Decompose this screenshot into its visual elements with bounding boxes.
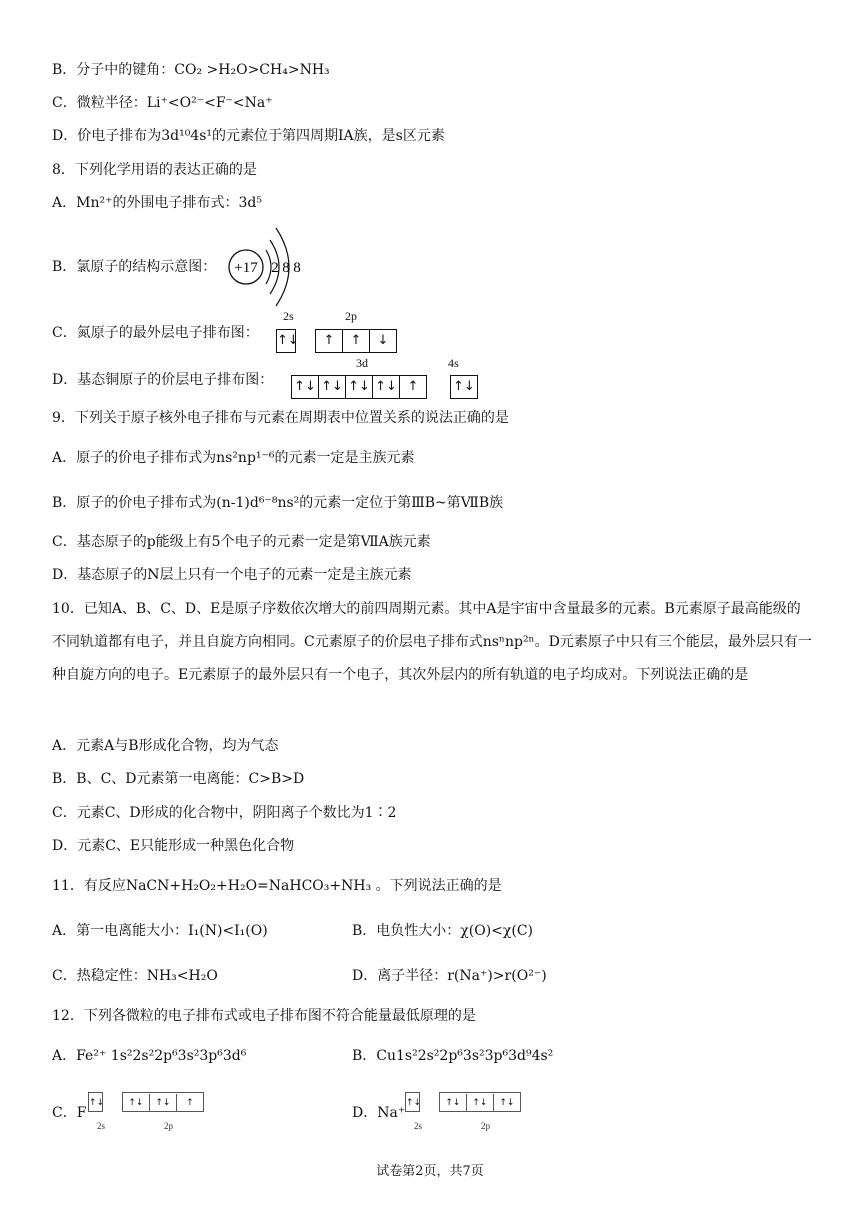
q8-option-b: B．氯原子的结构示意图： bbox=[52, 259, 217, 275]
orbital-cell: ↑↓ bbox=[150, 1094, 177, 1112]
q8d-3d-box bbox=[291, 375, 427, 399]
orbital-cell: ↑ bbox=[316, 330, 343, 352]
q10-option-d: D．元素C、E只能形成一种黑色化合物 bbox=[52, 838, 295, 854]
orbital-cell: ↑ bbox=[186, 1098, 194, 1108]
q7-option-d: D．价电子排布为3d¹⁰4s¹的元素位于第四周期ⅠA族，是s区元素 bbox=[52, 128, 445, 144]
q8c-2s-box bbox=[276, 329, 299, 353]
q9-option-d: D．基态原子的N层上只有一个电子的元素一定是主族元素 bbox=[52, 567, 412, 583]
q12c-2s-box bbox=[88, 1092, 103, 1112]
q9-stem: 9．下列关于原子核外电子排布与元素在周期表中位置关系的说法正确的是 bbox=[52, 410, 509, 426]
q8d-label-4s: 4s bbox=[448, 356, 459, 370]
orbital-cell: ↑↓ bbox=[346, 376, 373, 398]
q8d-orbital-diagram bbox=[289, 375, 478, 399]
orbital-cell: ↓ bbox=[377, 333, 389, 348]
q12c-2p-box bbox=[122, 1092, 204, 1112]
orbital-cell: ↑↓ bbox=[277, 333, 299, 348]
orbital-cell: ↑↓ bbox=[292, 376, 319, 398]
orbital-cell: ↑ bbox=[343, 330, 370, 352]
shell-electrons-2: 8 bbox=[282, 260, 290, 276]
orbital-cell: ↑↓ bbox=[89, 1098, 105, 1108]
orbital-cell: ↑↓ bbox=[406, 1098, 422, 1108]
orbital-cell: ↑ bbox=[407, 379, 419, 394]
q11-option-d: D．离子半径：r(Na⁺)>r(O²⁻) bbox=[352, 968, 547, 984]
q12-option-c: C．F bbox=[52, 1105, 87, 1121]
q10-option-a: A．元素A与B形成化合物，均为气态 bbox=[52, 738, 279, 754]
page-footer: 试卷第2页，共7页 bbox=[376, 1164, 484, 1179]
q8-stem: 8．下列化学用语的表达正确的是 bbox=[52, 162, 257, 178]
orbital-cell: ↑↓ bbox=[373, 376, 400, 398]
shell-arc-1 bbox=[266, 250, 271, 284]
orbital-cell: ↑↓ bbox=[440, 1094, 467, 1112]
q12c-label-2p: 2p bbox=[164, 1121, 173, 1131]
q12c-label-2s: 2s bbox=[97, 1121, 106, 1131]
orbital-cell: ↑↓ bbox=[467, 1094, 494, 1112]
orbital-cell: ↑↓ bbox=[123, 1094, 150, 1112]
chlorine-atom-diagram bbox=[226, 220, 316, 314]
q8-option-c: C．氮原子的最外层电子排布图： bbox=[52, 325, 259, 341]
q8-option-a: A．Mn²⁺的外围电子排布式：3d⁵ bbox=[52, 195, 262, 211]
nucleus-charge: +17 bbox=[234, 260, 258, 276]
q12-option-a: A．Fe²⁺ 1s²2s²2p⁶3s²3p⁶3d⁶ bbox=[52, 1048, 247, 1064]
orbital-cell: ↑↓ bbox=[499, 1098, 515, 1108]
q12c-orbital-diagram bbox=[88, 1092, 204, 1112]
q9-option-b: B．原子的价电子排布式为(n-1)d⁶⁻⁸ns²的元素一定位于第ⅢB~第ⅦB族 bbox=[52, 495, 504, 511]
q8d-label-3d: 3d bbox=[356, 356, 368, 370]
q12d-orbital-diagram bbox=[405, 1092, 521, 1112]
q7-option-c: C．微粒半径：Li⁺<O²⁻<F⁻<Na⁺ bbox=[52, 95, 273, 111]
q9-option-c: C．基态原子的p能级上有5个电子的元素一定是第ⅦA族元素 bbox=[52, 534, 431, 550]
orbital-cell: ↑↓ bbox=[453, 379, 475, 394]
q10-option-b: B．B、C、D元素第一电离能：C>B>D bbox=[52, 771, 305, 787]
q12-option-b: B．Cu1s²2s²2p⁶3s²3p⁶3d⁹4s² bbox=[352, 1048, 554, 1064]
q11-stem: 11．有反应NaCN+H₂O₂+H₂O=NaHCO₃+NH₃ 。下列说法正确的是 bbox=[52, 878, 502, 894]
q8c-orbital-diagram bbox=[274, 329, 397, 353]
shell-electrons-1: 2 bbox=[271, 260, 279, 276]
q12d-2s-box bbox=[405, 1092, 420, 1112]
q10-stem: 10．已知A、B、C、D、E是原子序数依次增大的前四周期元素。其中A是宇宙中含量最多的元素。B元素原子最高能级的不同轨道都有电子，并且自旋方向相同。C元素原子的价层电子排布式nsⁿnp²ⁿ。D元素原子中只有三个能层，最外层只有一种自旋方向的电子。E元素原子的最外层只有一个电子，其次外层内的所有轨道的电子均成对。下列说法正确的是 bbox=[52, 601, 812, 683]
q12d-2p-box bbox=[439, 1092, 521, 1112]
q8c-label-2p: 2p bbox=[345, 309, 357, 323]
q10-option-c: C．元素C、D形成的化合物中，阴阳离子个数比为1∶2 bbox=[52, 805, 397, 821]
q12d-label-2s: 2s bbox=[414, 1121, 423, 1131]
q8-option-d: D．基态铜原子的价层电子排布图： bbox=[52, 372, 274, 388]
q12d-label-2p: 2p bbox=[481, 1121, 490, 1131]
q8d-4s-box bbox=[450, 375, 478, 399]
q11-option-b: B．电负性大小：χ(O)<χ(C) bbox=[352, 923, 534, 939]
orbital-cell: ↑↓ bbox=[319, 376, 346, 398]
q9-option-a: A．原子的价电子排布式为ns²np¹⁻⁶的元素一定是主族元素 bbox=[52, 450, 415, 466]
q12-option-d: D．Na⁺ bbox=[352, 1105, 406, 1121]
q8c-2p-box bbox=[315, 329, 397, 353]
shell-electrons-3: 8 bbox=[293, 260, 301, 276]
q11-option-c: C．热稳定性：NH₃<H₂O bbox=[52, 968, 218, 984]
q8c-label-2s: 2s bbox=[283, 309, 294, 323]
q12-stem: 12．下列各微粒的电子排布式或电子排布图不符合能量最低原理的是 bbox=[52, 1008, 476, 1024]
q11-option-a: A．第一电离能大小：I₁(N)<I₁(O) bbox=[52, 923, 268, 939]
q7-option-b: B．分子中的键角：CO₂ >H₂O>CH₄>NH₃ bbox=[52, 62, 330, 78]
